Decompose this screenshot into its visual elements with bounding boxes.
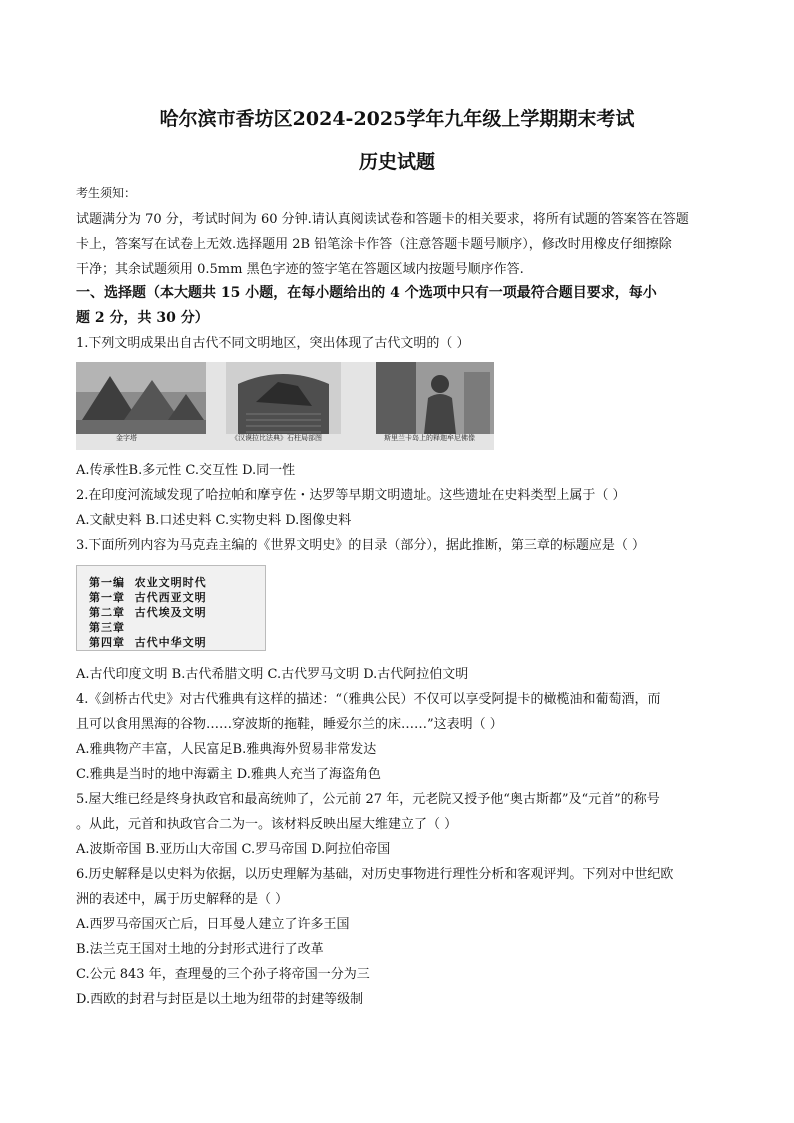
toc-row: 第一章 古代西亚文明 xyxy=(89,591,207,604)
table-of-contents-image xyxy=(76,565,266,651)
toc-row: 第一编 农业文明时代 xyxy=(89,576,207,589)
notice-line: 试题满分为 70 分，考试时间为 60 分钟.请认真阅读试卷和答题卡的相关要求，将所有试题的答案答在答题 xyxy=(76,212,689,227)
question-4-options: C.雅典是当时的地中海霸主 D.雅典人充当了海盗角色 xyxy=(76,767,381,782)
toc-row: 第四章 古代中华文明 xyxy=(89,636,207,649)
question-2-options: A.文献史料 B.口述史料 C.实物史料 D.图像史料 xyxy=(76,513,352,528)
question-3-options: A.古代印度文明 B.古代希腊文明 C.古代罗马文明 D.古代阿拉伯文明 xyxy=(76,667,469,682)
notice-heading: 考生须知： xyxy=(76,186,137,200)
notice-line: 卡上，答案写在试卷上无效.选择题用 2B 铅笔涂卡作答（注意答题卡题号顺序），修改时用橡皮仔细擦除 xyxy=(76,237,672,252)
caption-pyramid: 金字塔 xyxy=(116,434,137,442)
question-6-stem: 6.历史解释是以史料为依据，以历史理解为基础，对历史事物进行理性分析和客观评判。下列对中世纪欧 xyxy=(76,867,674,882)
toc-row: 第二章 古代埃及文明 xyxy=(89,606,207,619)
question-5-stem-cont: 。从此，元首和执政官合二为一。该材料反映出屋大维建立了（ ） xyxy=(76,817,458,832)
buddha-statue-photo xyxy=(376,362,494,434)
question-6-stem-cont: 洲的表述中，属于历史解释的是（ ） xyxy=(76,892,289,907)
section-heading-cont: 题 2 分，共 30 分） xyxy=(76,310,209,326)
section-heading: 一、选择题（本大题共 15 小题，在每小题给出的 4 个选项中只有一项最符合题目要求，每小 xyxy=(76,285,657,301)
question-6-option-a: A.西罗马帝国灭亡后，日耳曼人建立了许多王国 xyxy=(76,917,350,932)
caption-stele: 《汉谟拉比法典》石柱局部图 xyxy=(231,434,322,442)
caption-buddha: 斯里兰卡岛上的释迦牟尼佛像 xyxy=(384,434,475,442)
question-4-stem: 4.《剑桥古代史》对古代雅典有这样的描述：“（雅典公民）不仅可以享受阿提卡的橄榄油和葡萄酒，而 xyxy=(76,692,661,707)
notice-line: 干净；其余试题须用 0.5mm 黑色字迹的签字笔在答题区域内按题号顺序作答. xyxy=(76,262,524,277)
question-4-stem-cont: 且可以食用黑海的谷物……穿波斯的拖鞋，睡爱尔兰的床……”这表明（ ） xyxy=(76,717,503,732)
page-subtitle: 历史试题 xyxy=(358,151,435,173)
page-title: 哈尔滨市香坊区2024-2025学年九年级上学期期末考试 xyxy=(159,108,635,130)
q1-image-strip xyxy=(76,362,494,450)
question-5-stem: 5.屋大维已经是终身执政官和最高统帅了，公元前 27 年，元老院又授予他“奥古斯都”及“元首”的称号 xyxy=(76,792,660,807)
question-1-options: A.传承性B.多元性 C.交互性 D.同一性 xyxy=(76,463,296,478)
hammurabi-stele-photo xyxy=(226,362,341,434)
pyramid-photo xyxy=(76,362,206,434)
question-6-option-d: D.西欧的封君与封臣是以土地为纽带的封建等级制 xyxy=(76,992,364,1007)
toc-row: 第三章 xyxy=(89,621,125,634)
question-1-stem: 1.下列文明成果出自古代不同文明地区，突出体现了古代文明的（ ） xyxy=(76,336,470,351)
question-4-options: A.雅典物产丰富，人民富足B.雅典海外贸易非常发达 xyxy=(76,742,377,757)
question-6-option-c: C.公元 843 年，查理曼的三个孙子将帝国一分为三 xyxy=(76,967,370,982)
question-3-stem: 3.下面所列内容为马克垚主编的《世界文明史》的目录（部分），据此推断，第三章的标题应是（ ） xyxy=(76,538,646,553)
question-5-options: A.波斯帝国 B.亚历山大帝国 C.罗马帝国 D.阿拉伯帝国 xyxy=(76,842,391,857)
question-6-option-b: B.法兰克王国对土地的分封形式进行了改革 xyxy=(76,942,324,957)
question-2-stem: 2.在印度河流域发现了哈拉帕和摩亨佐・达罗等早期文明遗址。这些遗址在史料类型上属于（ ） xyxy=(76,488,626,503)
